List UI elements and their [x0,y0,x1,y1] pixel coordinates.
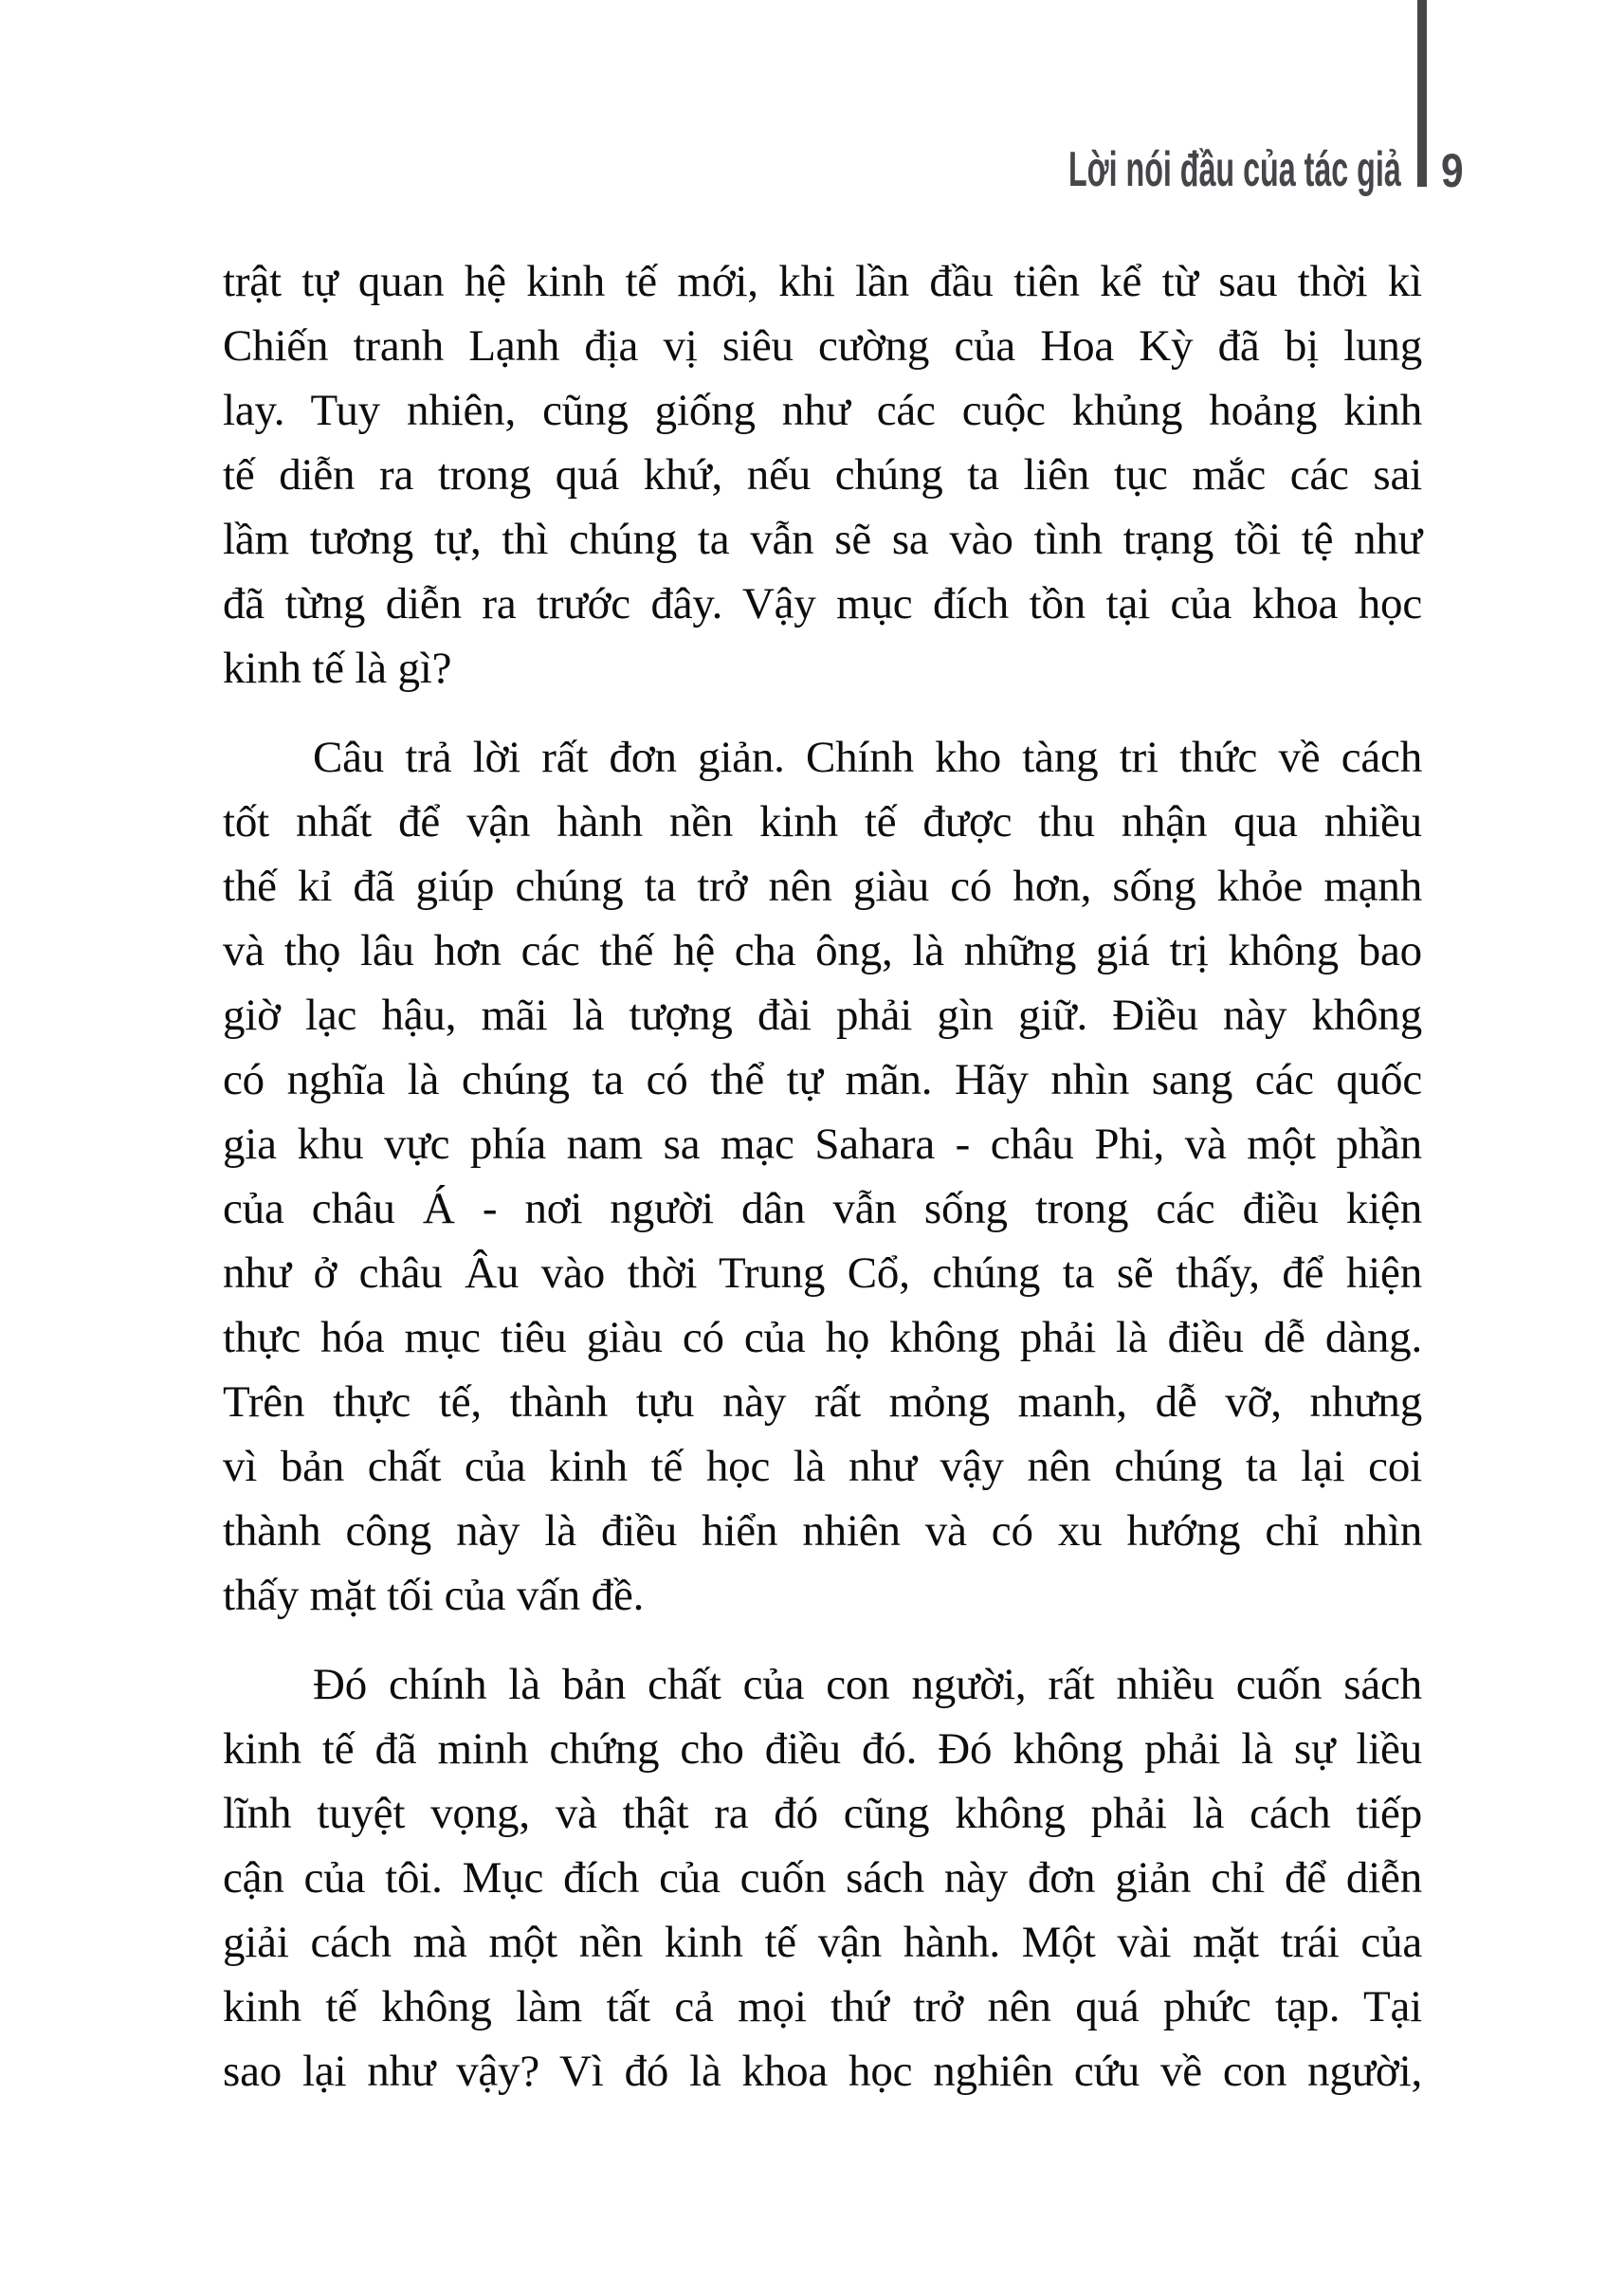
text-line: thấy mặt tối của vấn đề. [223,1571,645,1620]
text-line: sao lại như vậy? Vì đó là khoa học nghiên cứu về con người, [223,2047,1422,2096]
paragraph-2 [223,725,1422,1628]
text-line: và thọ lâu hơn các thế hệ cha ông, là những giá trị không bao [223,926,1422,975]
text-line: vì bản chất của kinh tế học là như vậy nên chúng ta lại coi [223,1442,1422,1491]
text-line: như ở châu Âu vào thời Trung Cổ, chúng ta sẽ thấy, để hiện [223,1248,1422,1298]
text-line: tế diễn ra trong quá khứ, nếu chúng ta liên tục mắc các sai [223,450,1422,500]
text-line: có nghĩa là chúng ta có thể tự mãn. Hãy nhìn sang các quốc [223,1055,1422,1104]
running-head-title: Lời nói đầu của tác giả [1068,142,1402,197]
text-line: của châu Á - nơi người dân vẫn sống trong các điều kiện [223,1184,1422,1233]
text-line: Chiến tranh Lạnh địa vị siêu cường của Hoa Kỳ đã bị lung [223,321,1422,371]
text-line: lĩnh tuyệt vọng, và thật ra đó cũng không phải là cách tiếp [223,1789,1422,1838]
body-text [223,249,1422,2104]
text-line: thế kỉ đã giúp chúng ta trở nên giàu có hơn, sống khỏe mạnh [223,862,1422,911]
text-line: Trên thực tế, thành tựu này rất mỏng manh, dễ vỡ, nhưng [223,1377,1422,1427]
text-line: đã từng diễn ra trước đây. Vậy mục đích tồn tại của khoa học [223,579,1422,628]
text-line: thành công này là điều hiển nhiên và có xu hướng chỉ nhìn [223,1506,1422,1556]
text-line: kinh tế không làm tất cả mọi thứ trở nên quá phức tạp. Tại [223,1982,1422,2031]
text-line: kinh tế đã minh chứng cho điều đó. Đó không phải là sự liều [223,1724,1422,1774]
page-number: 9 [1441,144,1464,197]
text-line: kinh tế là gì? [223,644,452,693]
text-line: giải cách mà một nền kinh tế vận hành. Một vài mặt trái của [223,1918,1422,1967]
text-line: lay. Tuy nhiên, cũng giống như các cuộc khủng hoảng kinh [223,386,1422,435]
header-divider-bar [1417,0,1427,187]
text-line: trật tự quan hệ kinh tế mới, khi lần đầu tiên kể từ sau thời kì [223,257,1422,306]
paragraph-3 [223,1652,1422,2104]
text-line: Câu trả lời rất đơn giản. Chính kho tàng tri thức về cách [313,733,1422,782]
text-line: giờ lạc hậu, mãi là tượng đài phải gìn giữ. Điều này không [223,991,1422,1040]
text-line: tốt nhất để vận hành nền kinh tế được thu nhận qua nhiều [223,797,1422,847]
running-head [865,0,1624,197]
text-line: thực hóa mục tiêu giàu có của họ không phải là điều dễ dàng. [223,1313,1422,1362]
text-line: Đó chính là bản chất của con người, rất nhiều cuốn sách [313,1660,1422,1709]
text-line: lầm tương tự, thì chúng ta vẫn sẽ sa vào tình trạng tồi tệ như [223,515,1422,564]
text-line: gia khu vực phía nam sa mạc Sahara - châu Phi, và một phần [223,1120,1422,1169]
text-line: cận của tôi. Mục đích của cuốn sách này đơn giản chỉ để diễn [223,1853,1422,1903]
paragraph-1 [223,249,1422,701]
